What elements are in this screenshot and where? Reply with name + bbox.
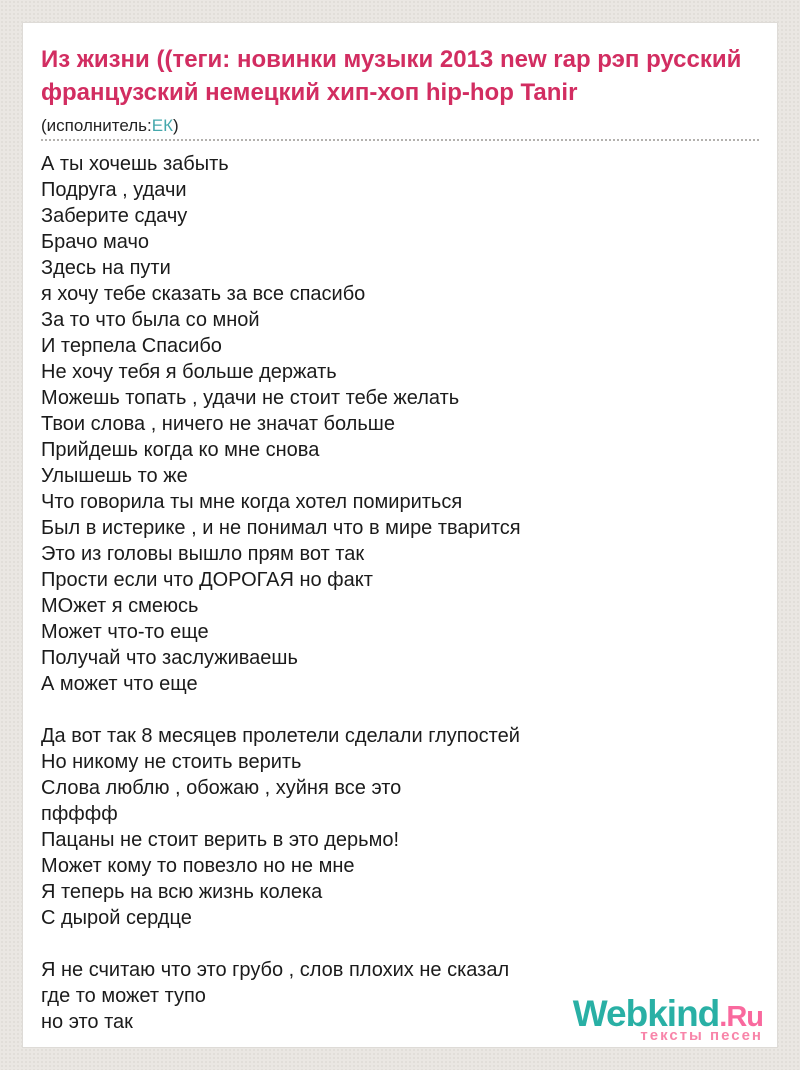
artist-line [41,116,759,136]
lyrics-line: Слова люблю , обожаю , хуйня все это [41,777,402,799]
lyrics-line: пфффф [41,803,118,825]
lyrics-line: С дырой сердце [41,907,192,929]
lyrics-line: где то может тупо [41,985,206,1007]
lyrics-line: Получай что заслуживаешь [41,647,298,669]
lyrics-line: Это из головы вышло прям вот так [41,543,365,565]
stanza [41,723,759,931]
page-title: Из жизни ((теги: новинки музыки 2013 new rap рэп русский французский немецкий хип-хоп hip-hop Tanir [41,46,742,106]
lyrics-line: А может что еще [41,673,198,695]
site-logo-suffix: .Ru [719,1001,763,1033]
artist-suffix-label: ) [172,116,179,135]
lyrics-line: Я теперь на всю жизнь колека [41,881,323,903]
lyrics-line: Но никому не стоить верить [41,751,302,773]
lyrics-line: Может кому то повезло но не мне [41,855,355,877]
lyrics-line: Прийдешь когда ко мне снова [41,439,320,461]
lyrics-line: Заберите сдачу [41,205,188,227]
lyrics-line: Подруга , удачи [41,179,187,201]
lyrics-line: Можешь топать , удачи не стоит тебе желать [41,387,460,409]
lyrics-line: Пацаны не стоит верить в это дерьмо! [41,829,400,851]
lyrics-line: За то что была со мной [41,309,260,331]
lyrics-line: МОжет я смеюсь [41,595,199,617]
lyrics-line: Может что-то еще [41,621,209,643]
lyrics-line: Твои слова , ничего не значат больше [41,413,395,435]
lyrics-line: Я не считаю что это грубо , слов плохих не сказал [41,959,510,981]
lyrics-line: я хочу тебе сказать за все спасибо [41,283,366,305]
lyrics-line: Да вот так 8 месяцев пролетели сделали глупостей [41,725,520,747]
lyrics-line: Брачо мачо [41,231,150,253]
lyrics [41,151,759,1035]
stanza [41,151,759,697]
content-card [22,22,778,1048]
lyrics-line: Прости если что ДОРОГАЯ но факт [41,569,373,591]
lyrics-line: Не хочу тебя я больше держать [41,361,337,383]
lyrics-line: Был в истерике , и не понимал что в мире тварится [41,517,521,539]
dotted-separator [41,139,759,141]
site-logo-tagline: тексты песен [640,1027,763,1044]
lyrics-line: А ты хочешь забыть [41,153,229,175]
lyrics-line: Улышешь то же [41,465,188,487]
lyrics-line: Здесь на пути [41,257,171,279]
artist-prefix-label: (исполнитель: [41,116,152,135]
lyrics-line: И терпела Спасибо [41,335,222,357]
site-logo-main: Webkind [572,993,720,1034]
lyrics-line: Что говорила ты мне когда хотел помириться [41,491,463,513]
artist-link[interactable]: ЕК [151,116,173,135]
site-logo[interactable] [573,995,763,1047]
lyrics-line: но это так [41,1011,133,1033]
